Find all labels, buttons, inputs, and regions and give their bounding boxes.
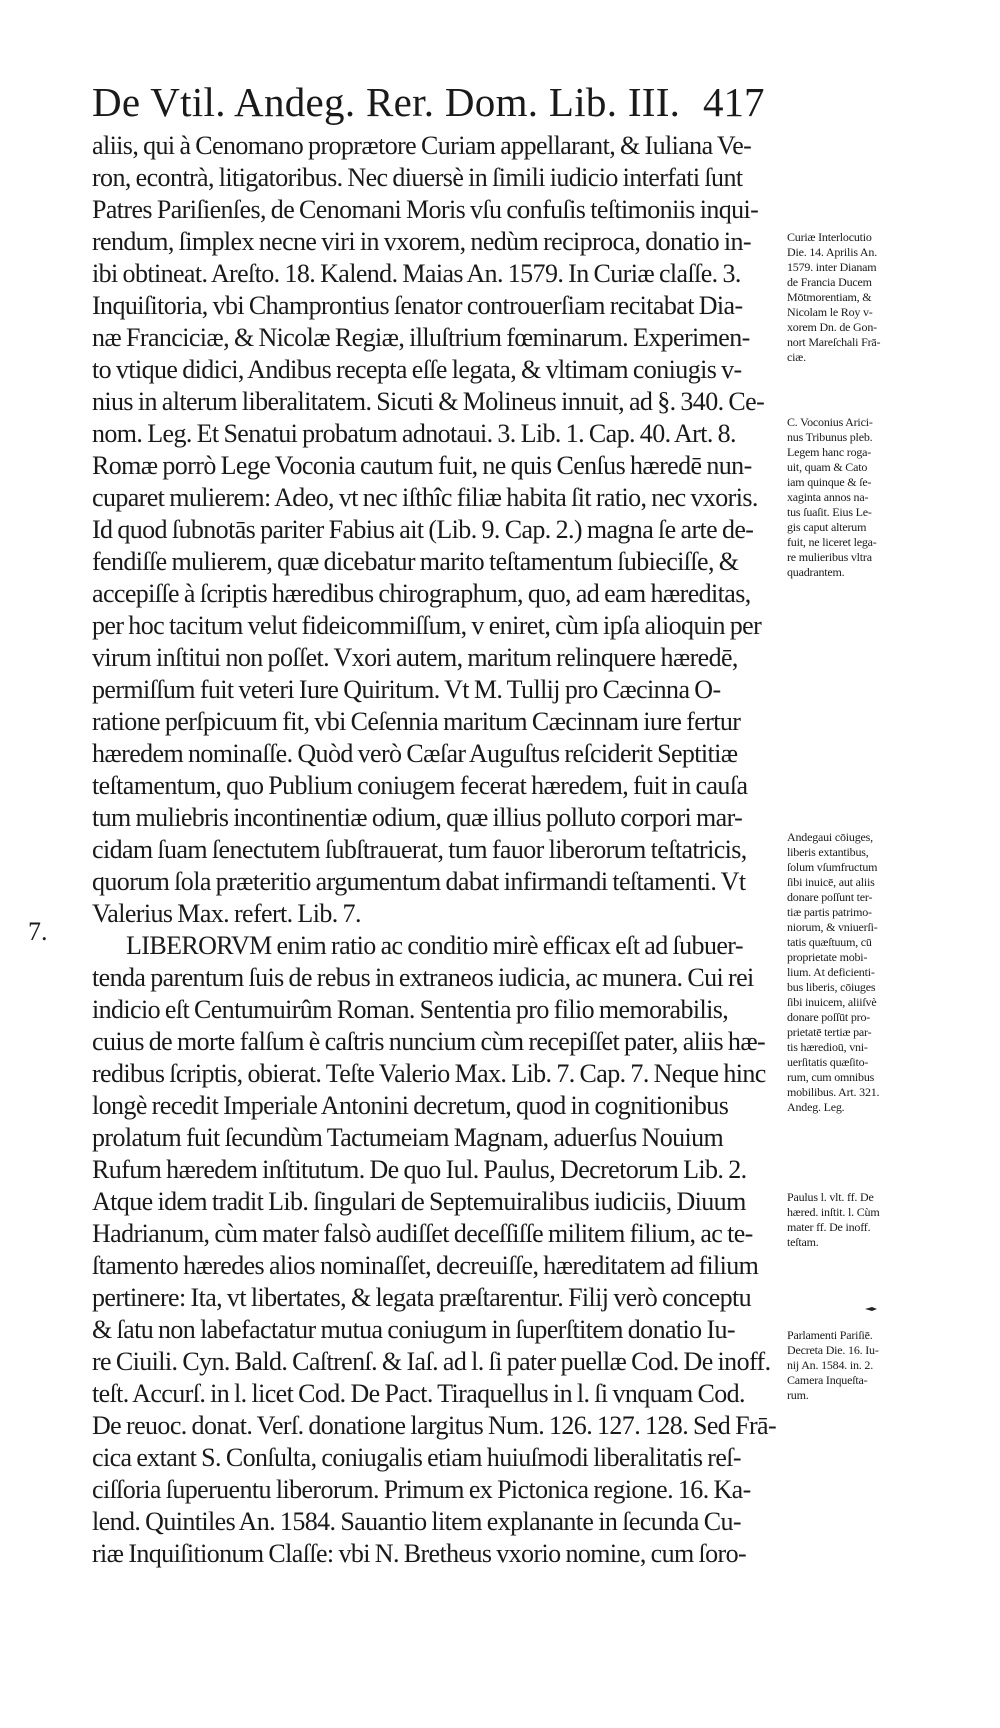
text-line: hæredem nominaſſe. Quòd verò Cæſar Auguſtus reſciderit Septitiæ [92, 739, 738, 768]
text-line: Patres Pariſienſes, de Cenomani Moris vſu confuſis teſtimoniis inqui- [92, 195, 759, 224]
text-line: riæ Inquiſitionum Claſſe: vbi N. Bretheus vxorio nomine, cum ſoro- [92, 1539, 747, 1568]
text-line: prolatum fuit ſecundùm Tactumeiam Magnam, aduerſus Nouium [92, 1123, 724, 1152]
text-line: Inquiſitoria, vbi Champrontius ſenator controuerſiam recitabat Dia- [92, 291, 743, 320]
text-line: permiſſum fuit veteri Iure Quiritum. Vt M. Tullij pro Cæcinna O- [92, 675, 721, 704]
margin-note-line: nort Mareſchali Frā- [787, 335, 881, 349]
margin-note-line: Curiæ Interlocutio [787, 230, 872, 244]
text-line: næ Franciciæ, & Nicolæ Regiæ, illuſtrium fœminarum. Experimen- [92, 323, 750, 352]
text-line: per hoc tacitum velut fideicommiſſum, v eniret, cùm ipſa alioquin per [92, 611, 762, 640]
text-line: cuius de morte falſum è caſtris nuncium cùm recepiſſet pater, aliis hæ- [92, 1027, 766, 1056]
text-line: lend. Quintiles An. 1584. Sauantio litem explanante in ſecunda Cu- [92, 1507, 741, 1536]
page-number: 417 [703, 79, 765, 125]
text-line: longè recedit Imperiale Antonini decretum, quod in cognitionibus [92, 1091, 729, 1120]
margin-note-line: Camera Inqueſta- [787, 1373, 868, 1387]
margin-note-line: tatis quæſtuum, cū [787, 935, 872, 949]
text-line: ſtamento hæredes alios nominaſſet, decreuiſſe, hæreditatem ad filium [92, 1251, 759, 1280]
margin-note-line: tis hæredioū, vni- [787, 1040, 868, 1054]
margin-note-line: Legem hanc roga- [787, 445, 872, 459]
text-line: Valerius Max. refert. Lib. 7. [92, 899, 361, 928]
margin-note-line: xorem Dn. de Gon- [787, 320, 877, 334]
margin-note-line: C. Voconius Arici- [787, 415, 873, 429]
margin-note-line: lium. At deficienti- [787, 965, 875, 979]
text-line: nius in alterum liberalitatem. Sicuti & Molineus innuit, ad §. 340. Ce- [92, 387, 765, 416]
margin-note-line: hæred. inſtit. l. Cùm [787, 1205, 880, 1219]
text-line: Romæ porrò Lege Voconia cautum fuit, ne quis Cenſus hæredē nun- [92, 451, 752, 480]
margin-note-paulus [787, 1190, 922, 1250]
margin-note-line: xaginta annos na- [787, 490, 869, 504]
text-line: ciſſoria ſuperuentu liberorum. Primum ex Pictonica regione. 16. Ka- [92, 1475, 751, 1504]
margin-note-line: tus ſuaſit. Eius Le- [787, 505, 872, 519]
margin-note-line: ciæ. [787, 350, 806, 364]
margin-note-line: Die. 14. Aprilis An. [787, 245, 878, 259]
margin-note-line: Parlamenti Pariſiē. [787, 1328, 873, 1342]
margin-note-line: donare poſſunt ter- [787, 890, 873, 904]
text-line: cuparet mulierem: Adeo, vt nec iſthîc filiæ habita ſit ratio, nec vxoris. [92, 483, 758, 512]
margin-note-line: quadrantem. [787, 565, 845, 579]
margin-note-voconius [787, 415, 922, 580]
margin-note-line: Decreta Die. 16. Iu- [787, 1343, 879, 1357]
text-line: & ſatu non labefactatur mutua coniugum in ſuperſtitem donatio Iu- [92, 1315, 735, 1344]
text-line: teſt. Accurſ. in l. licet Cod. De Pact. Tiraquellus in l. ſi vnquam Cod. [92, 1379, 745, 1408]
section-number: 7. [28, 917, 48, 946]
margin-note-line: de Francia Ducem [787, 275, 872, 289]
text-line: pertinere: Ita, vt libertates, & legata præſtarentur. Filij verò conceptu [92, 1283, 752, 1312]
text-line: Id quod ſubnotās pariter Fabius ait (Lib. 9. Cap. 2.) magna ſe arte de- [92, 515, 754, 544]
text-line: tenda parentum ſuis de rebus in extraneos iudicia, ac munera. Cui rei [92, 963, 754, 992]
margin-note-line: 1579. inter Dianam [787, 260, 877, 274]
margin-note-line: Andeg. Leg. [787, 1100, 845, 1114]
text-line: fendiſſe mulierem, quæ dicebatur marito teſtamentum ſubieciſſe, & [92, 547, 739, 576]
text-line: rendum, ſimplex necne viri in vxorem, nedùm reciproca, donatio in- [92, 227, 751, 256]
text-line: to vtique didici, Andibus recepta eſſe legata, & vltimam coniugis v- [92, 355, 742, 384]
running-title: De Vtil. Andeg. Rer. Dom. Lib. III. [92, 79, 681, 125]
margin-note-line: nus Tribunus pleb. [787, 430, 873, 444]
margin-note-line: Andegaui cōiuges, [787, 830, 873, 844]
margin-note-line: Mōtmorentiam, & [787, 290, 872, 304]
margin-note-line: uerſitatis quæſito- [787, 1055, 869, 1069]
main-text-block [92, 130, 792, 1570]
margin-note-line: ſibi inuicē, aut aliis [787, 875, 875, 889]
margin-note-line: proprietate mobi- [787, 950, 868, 964]
text-line: accepiſſe à ſcriptis hæredibus chirographum, quo, ad eam hæreditas, [92, 579, 751, 608]
margin-note-line: ſibi inuicem, aliiſvè [787, 995, 877, 1009]
margin-note-line: teſtam. [787, 1235, 819, 1249]
ink-speck-icon [865, 1305, 877, 1313]
margin-note-line: prietatē tertiæ par- [787, 1025, 872, 1039]
text-line: teſtamentum, quo Publium coniugem fecerat hæredem, fuit in cauſa [92, 771, 748, 800]
margin-note-line: iam quinque & ſe- [787, 475, 872, 489]
text-line: Rufum hæredem inſtitutum. De quo Iul. Paulus, Decretorum Lib. 2. [92, 1155, 747, 1184]
margin-note-line: liberis extantibus, [787, 845, 869, 859]
margin-note-line: Nicolam le Roy v- [787, 305, 873, 319]
text-line: ratione perſpicuum fit, vbi Ceſennia maritum Cæcinnam iure fertur [92, 707, 741, 736]
text-line: ibi obtineat. Areſto. 18. Kalend. Maias An. 1579. In Curiæ claſſe. 3. [92, 259, 741, 288]
text-line: aliis, qui à Cenomano proprætore Curiam appellarant, & Iuliana Ve- [92, 131, 752, 160]
margin-note-line: donare poſſūt pro- [787, 1010, 871, 1024]
text-line: nom. Leg. Et Senatui probatum adnotaui. 3. Lib. 1. Cap. 40. Art. 8. [92, 419, 736, 448]
margin-note-line: ſolum vſumfructum [787, 860, 878, 874]
text-line: redibus ſcriptis, obierat. Teſte Valerio Max. Lib. 7. Cap. 7. Neque hinc [92, 1059, 766, 1088]
text-line: quorum ſola præteritio argumentum dabat infirmandi teſtamenti. Vt [92, 867, 746, 896]
text-line: Atque idem tradit Lib. ſingulari de Septemuiralibus iudiciis, Diuum [92, 1187, 746, 1216]
margin-note-parlamenti [787, 1328, 922, 1403]
text-line: De reuoc. donat. Verſ. donatione largitus Num. 126. 127. 128. Sed Frā- [92, 1411, 777, 1440]
margin-note-curia [787, 230, 922, 365]
margin-note-line: nij An. 1584. in. 2. [787, 1358, 874, 1372]
margin-note-line: fuit, ne liceret lega- [787, 535, 877, 549]
margin-note-line: gis caput alterum [787, 520, 867, 534]
margin-note-line: uit, quam & Cato [787, 460, 868, 474]
margin-note-line: rum, cum omnibus [787, 1070, 875, 1084]
text-line: virum inſtitui non poſſet. Vxori autem, maritum relinquere hæredē, [92, 643, 738, 672]
text-line: re Ciuili. Cyn. Bald. Caſtrenſ. & Iaſ. ad l. ſi pater puellæ Cod. De inoff. [92, 1347, 771, 1376]
text-line: ron, econtrà, litigatoribus. Nec diuersè in ſimili iudicio interfati ſunt [92, 163, 743, 192]
text-line: cica extant S. Conſulta, coniugalis etiam huiuſmodi liberalitatis reſ- [92, 1443, 741, 1472]
text-line: tum muliebris incontinentiæ odium, quæ illius polluto corpori mar- [92, 803, 743, 832]
margin-note-line: rum. [787, 1388, 809, 1402]
margin-note-andegaui [787, 830, 922, 1115]
margin-note-line: re mulieribus vltra [787, 550, 872, 564]
margin-note-line: Paulus l. vlt. ff. De [787, 1190, 874, 1204]
margin-note-line: mobilibus. Art. 321. [787, 1085, 880, 1099]
text-line: Hadrianum, cùm mater falsò audiſſet deceſſiſſe militem filium, ac te- [92, 1219, 753, 1248]
text-line: indicio eſt Centumuirûm Roman. Sententia pro filio memorabilis, [92, 995, 729, 1024]
text-line: LIBERORVM enim ratio ac conditio mirè efficax eſt ad ſubuer- [126, 931, 743, 960]
margin-note-line: tiæ partis patrimo- [787, 905, 872, 919]
text-line: cidam ſuam ſenectutem ſubſtrauerat, tum fauor liberorum teſtatricis, [92, 835, 747, 864]
margin-note-line: bus liberis, cōiuges [787, 980, 876, 994]
margin-note-line: niorum, & vniuerſi- [787, 920, 878, 934]
margin-note-line: mater ff. De inoff. [787, 1220, 871, 1234]
